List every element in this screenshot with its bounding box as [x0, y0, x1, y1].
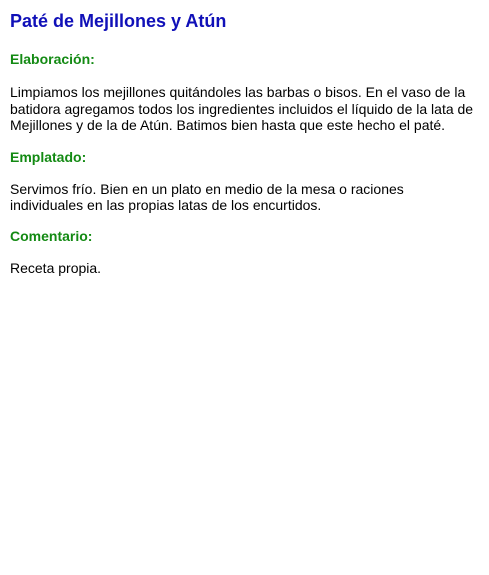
section-text-comentario: Receta propia. — [10, 259, 102, 276]
section-heading-elaboracion: Elaboración: — [10, 51, 95, 67]
section-heading-comentario: Comentario: — [10, 227, 93, 244]
section-text-elaboracion: Limpiamos los mejillones quitándoles las barbas o bisos. En el vaso de la batidora agregamos todos los ingredientes incluidos el líquido de la lata de Mejillones y de la de Atún. Batimos bien hasta que este hecho el paté. — [10, 84, 474, 133]
section-heading-emplatado: Emplatado: — [10, 148, 87, 165]
section-text-emplatado: Servimos frío. Bien en un plato en medio de la mesa o raciones individuales en las propias latas de los encurtidos. — [10, 180, 404, 213]
recipe-title: Paté de Mejillones y Atún — [10, 11, 227, 31]
